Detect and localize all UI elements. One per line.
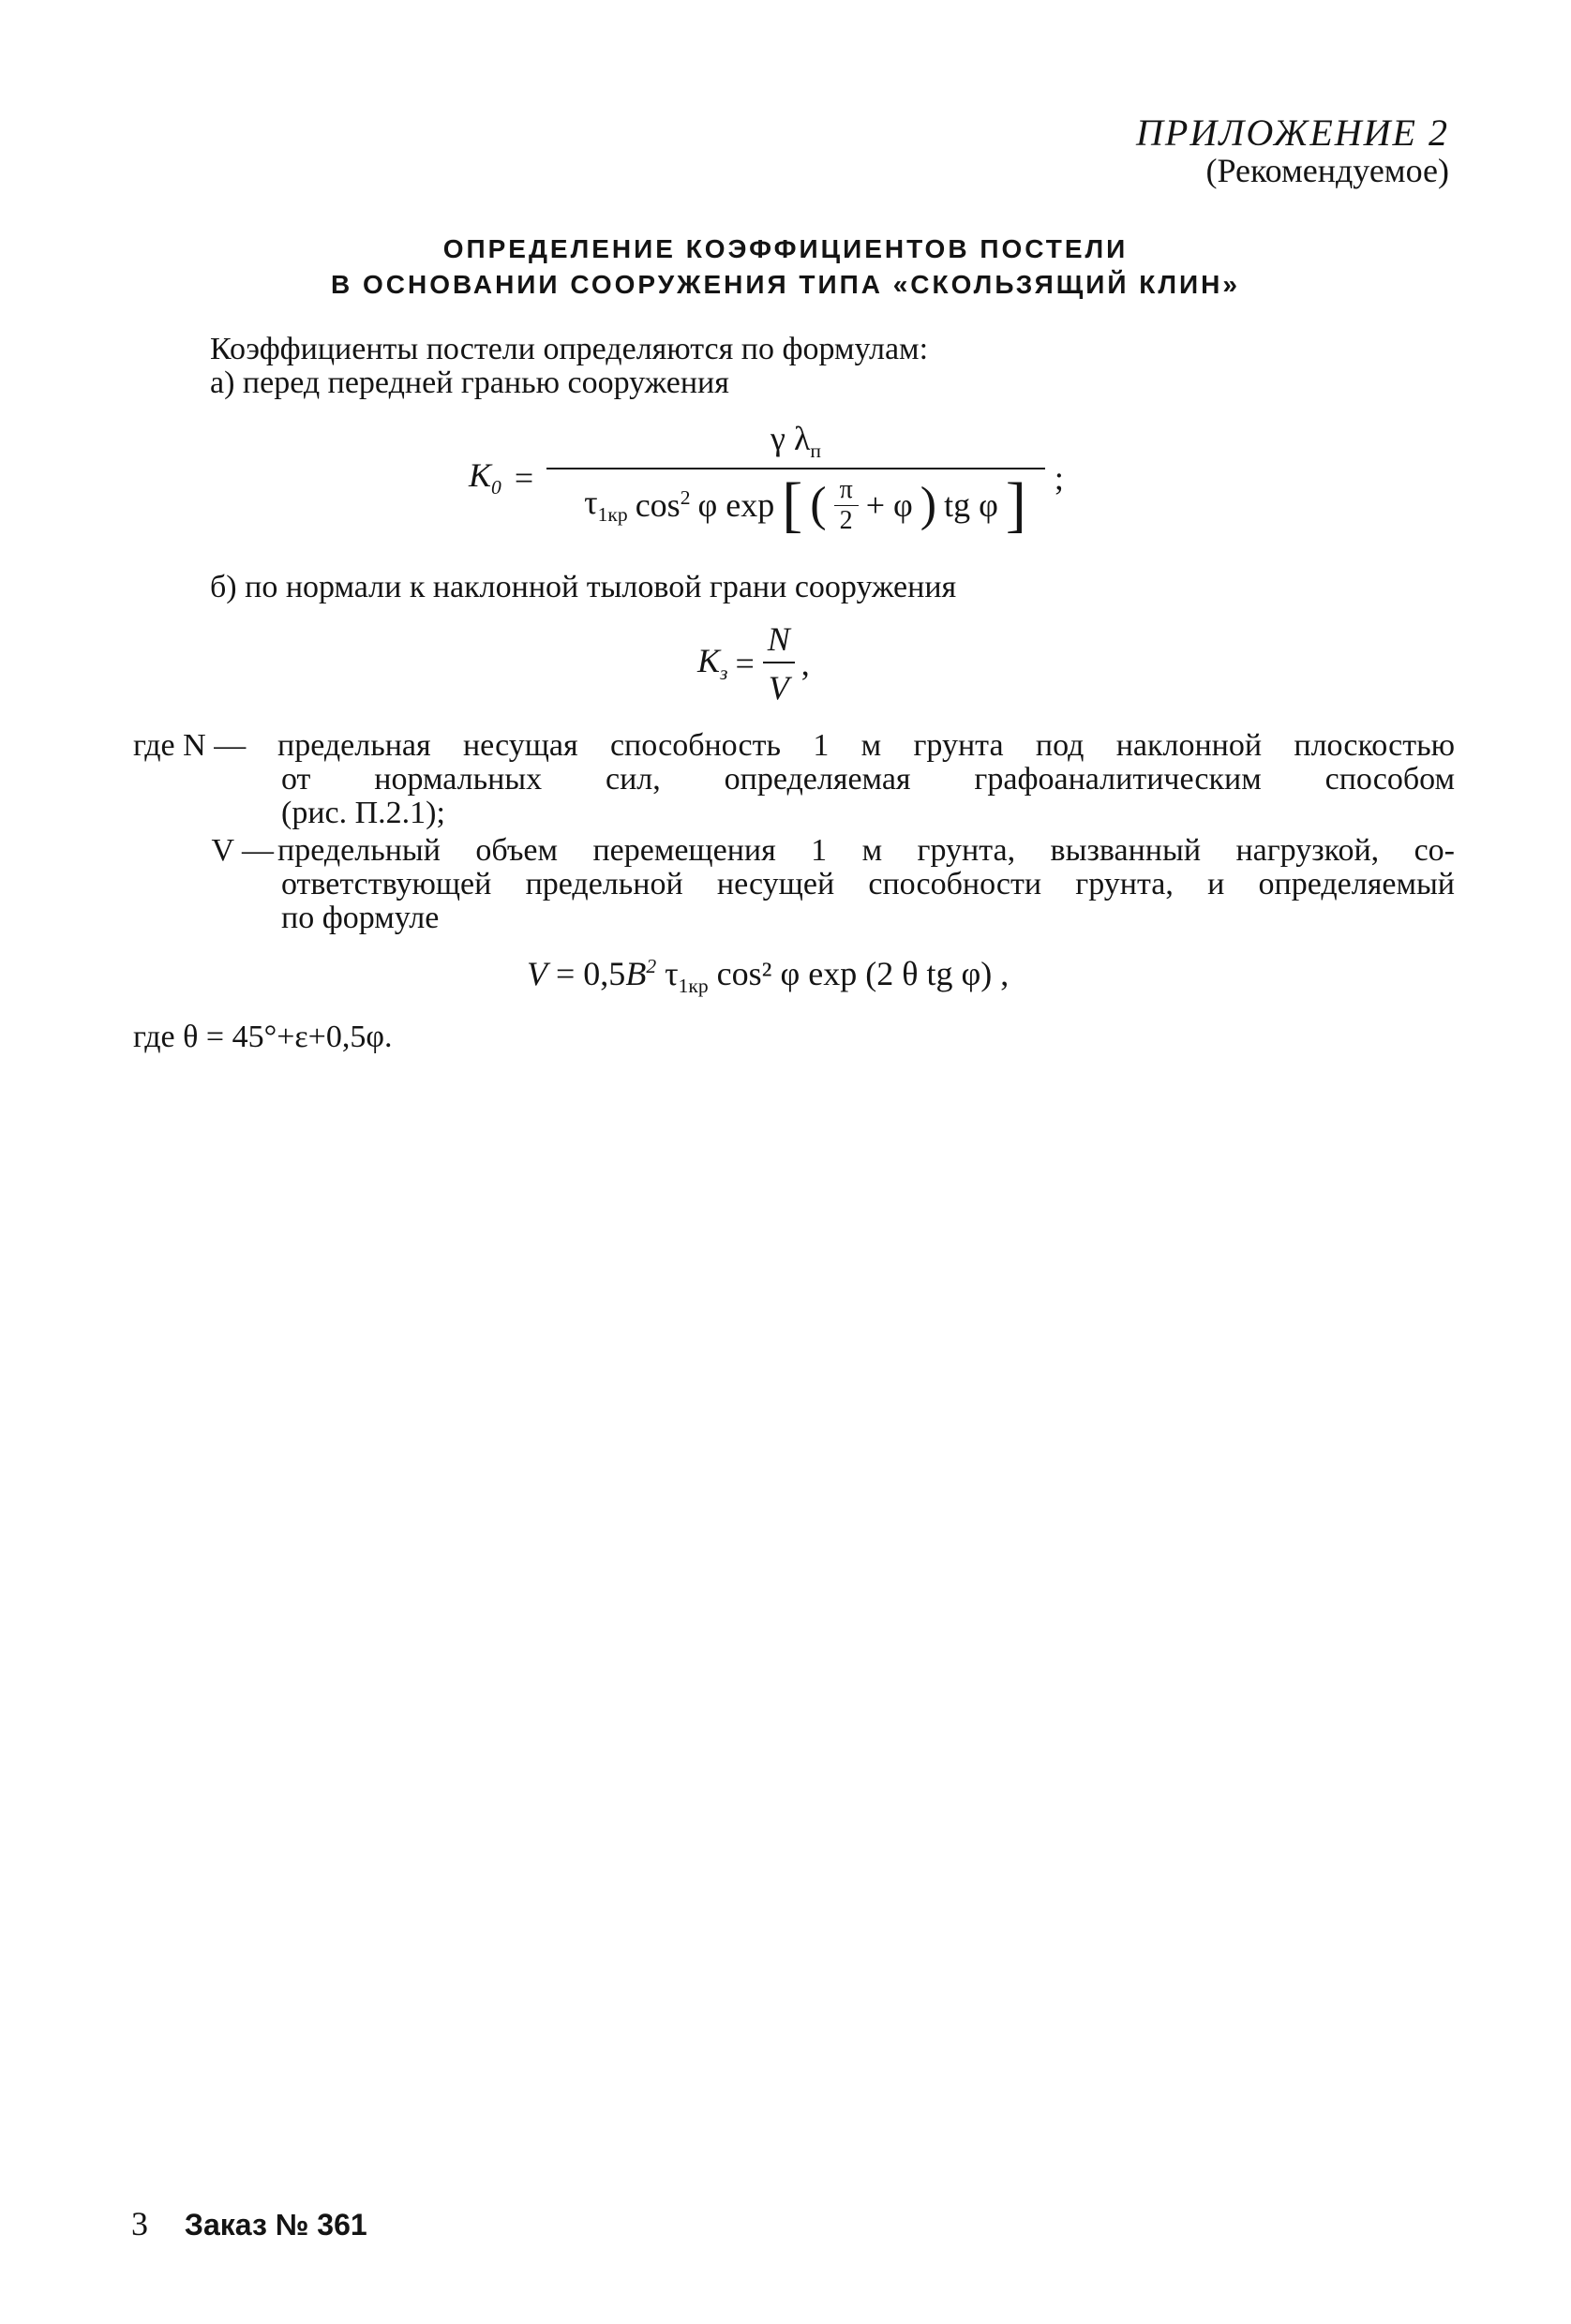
n-line-1: предельная несущая способность 1 м грунта под наклонной плоскостью — [277, 728, 1455, 763]
v-line-1: предельный объем перемещения 1 м грунта, вызванный нагрузкой, со- — [277, 833, 1455, 868]
k0-fraction — [546, 420, 1045, 539]
v-prefix: V — — [211, 833, 274, 868]
v-line-3: по формуле — [281, 901, 440, 935]
v-line-2: ответствующей предельной несущей способности грунта, и определяемый — [281, 867, 1455, 901]
k3-denominator: V — [763, 662, 795, 705]
item-b: б) по нормали к наклонной тыловой грани сооружения — [210, 570, 957, 604]
intro-line: Коэффициенты постели определяются по формулам: — [210, 332, 929, 366]
section-heading-line-1: ОПРЕДЕЛЕНИЕ КОЭФФИЦИЕНТОВ ПОСТЕЛИ — [442, 234, 1129, 263]
v-rhs-tau: $\tau_{1кр}$ — [665, 955, 709, 998]
n-line-3: (рис. П.2.1); — [281, 796, 445, 830]
k0-symbol: $K_0$ — [469, 456, 501, 499]
plus-phi: + φ — [865, 486, 913, 525]
v-rhs-rest: cos² φ exp (2 θ tg φ) , — [716, 955, 1010, 992]
tau-term: $\tau_{1кр}$ — [584, 483, 628, 527]
formula-v — [527, 954, 1009, 998]
open-bracket: [ — [782, 469, 803, 539]
appendix-subtitle: (Рекомендуемое) — [1205, 152, 1449, 189]
v-rhs-b: $B^2$ — [625, 955, 657, 992]
k0-denominator — [546, 468, 1045, 539]
open-paren: ( — [810, 478, 827, 532]
item-a: а) перед передней гранью сооружения — [210, 365, 729, 400]
close-paren: ) — [920, 478, 937, 532]
k3-fraction — [762, 622, 796, 705]
cos-term: $\cos^2$ — [635, 486, 691, 525]
section-heading-line-2: В ОСНОВАНИИ СООРУЖЕНИЯ ТИПА «СКОЛЬЗЯЩИЙ КЛИН» — [331, 270, 1240, 299]
theta-definition: где θ = 45°+ε+0,5φ. — [133, 1020, 393, 1054]
tg-phi: tg φ — [944, 486, 998, 525]
k0-equals: = — [514, 458, 534, 497]
pi-over-two: $\frac{\pi}{2}$ — [834, 477, 859, 534]
footer — [131, 2204, 367, 2243]
phi-exp: φ exp — [697, 486, 775, 525]
order-number: Заказ № 361 — [184, 2208, 367, 2242]
n-line-2: от нормальных сил, определяемая графоаналитическим способом — [281, 762, 1455, 797]
formula-k0 — [469, 420, 1064, 539]
k3-symbol: $K_з$ — [697, 642, 728, 685]
page-number: 3 — [131, 2205, 148, 2242]
formula-k3 — [697, 622, 810, 705]
appendix-title: ПРИЛОЖЕНИЕ 2 — [1136, 112, 1449, 154]
k0-end: ; — [1054, 458, 1064, 497]
close-bracket: ] — [1005, 469, 1026, 539]
k3-equals: = — [735, 645, 755, 682]
definition-v — [133, 834, 1455, 935]
n-prefix: где N — — [133, 728, 247, 763]
k3-numerator: N — [767, 620, 790, 658]
k0-numerator: γ $\lambda_п$ — [771, 420, 821, 463]
k3-end: , — [800, 645, 810, 682]
v-symbol: V — [527, 955, 547, 992]
v-rhs-coef: = 0,5 — [556, 955, 626, 992]
definition-n — [133, 729, 1455, 830]
